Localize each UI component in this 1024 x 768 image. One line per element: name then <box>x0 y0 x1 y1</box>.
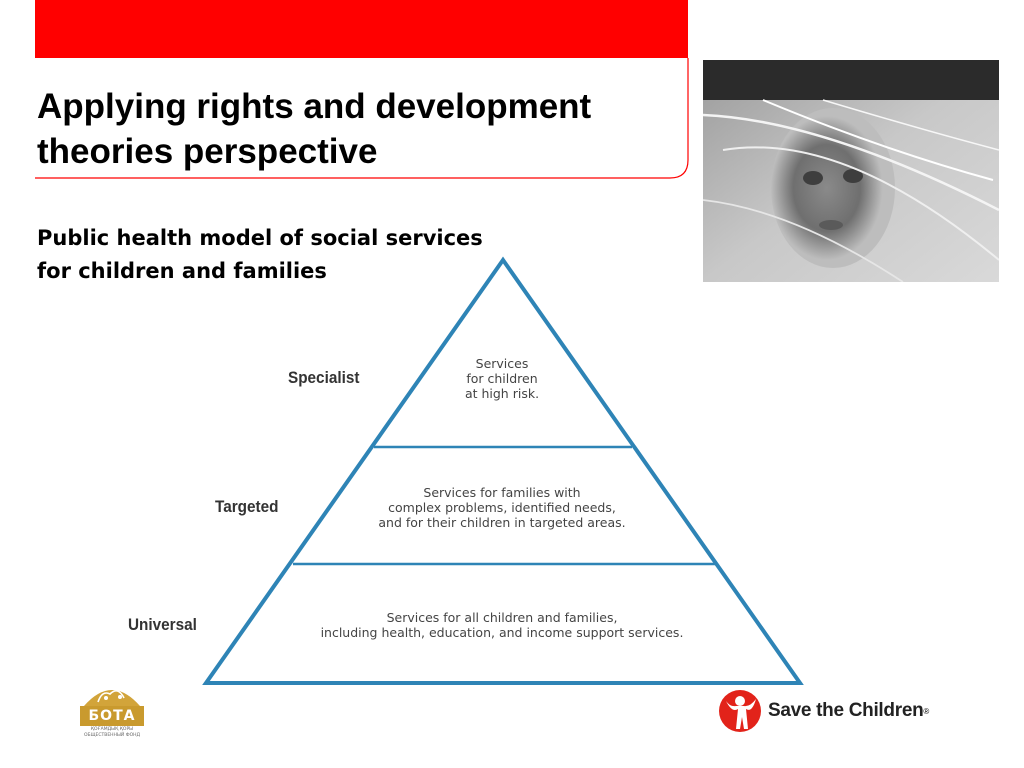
save-the-children-figure-icon <box>718 687 762 735</box>
tier-description-specialist: Services for children at high risk. <box>464 356 540 401</box>
tier-label-targeted: Targeted <box>215 497 279 516</box>
tier-label-specialist: Specialist <box>288 368 360 387</box>
registered-mark-icon: ® <box>923 706 930 716</box>
save-the-children-name: Save the Children <box>768 700 924 721</box>
tier-description-universal: Services for all children and families, including health, education, and income support services. <box>320 610 684 640</box>
bota-logo-name: БОТА <box>80 706 144 726</box>
slide-subtitle: Public health model of social services for children and families <box>37 226 483 283</box>
tier-description-targeted: Services for families with complex problems, identified needs, and for their children in targeted areas. <box>378 485 626 530</box>
tier-label-universal: Universal <box>128 615 197 634</box>
save-the-children-logo <box>718 684 968 738</box>
bota-logo-subtitle: ҚОҒАМДЫҚ ҚОРЫ ОБЩЕСТВЕННЫЙ ФОНД <box>83 727 141 738</box>
slide-title: Applying rights and development theories perspective <box>37 87 592 171</box>
